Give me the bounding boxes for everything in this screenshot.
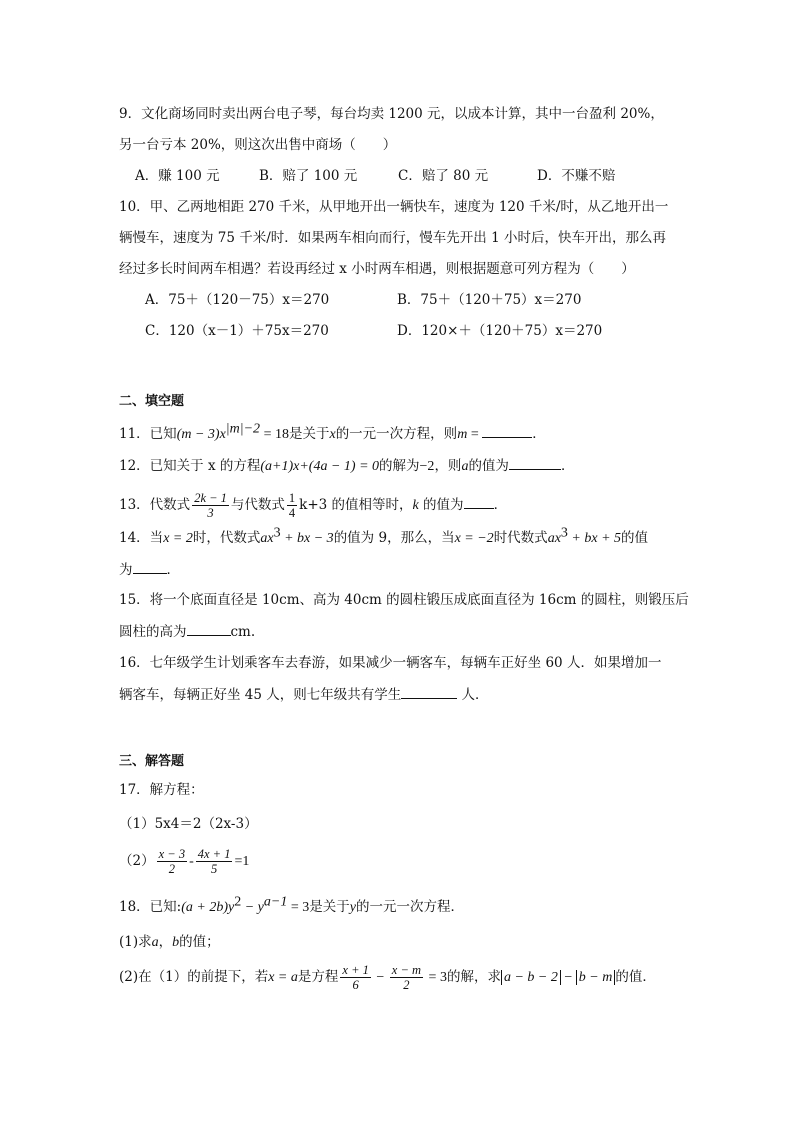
q12-answer-blank[interactable] (509, 455, 561, 470)
q9-option-d: D．不赚不赔 (537, 168, 616, 184)
q10-line2: 辆慢车，速度为 75 千米/时．如果两车相向而行，慢车先开出 1 小时后，快车开出，那么再 (119, 230, 666, 246)
q12: 12．已知关于 x 的方程(a+1)x+(4a − 1) = 0的解为−2，则a的值为 ． (119, 455, 574, 477)
q15-line1: 15．将一个底面直径是 10cm、高为 40cm 的圆柱锻压成底面直径为 16cm 的圆柱，则锻压后 (119, 592, 689, 608)
q9-line2: 另一台亏本 20%，则这次出售中商场（ ） (119, 137, 397, 153)
q14-line2: 为 ． (119, 559, 180, 580)
q10-line1: 10．甲、乙两地相距 270 千米，从甲地开出一辆快车，速度为 120 千米/时，从乙地开出一 (119, 199, 669, 215)
q13-fraction-2: $\frac{1}{4}$ (288, 491, 296, 520)
q18-part2: (2)在（1）的前提下，若x = a是方程 $\frac{x + 1}{6}$ − $\frac{x - m}{2}$ = 3的解，求 a − b − 2 − b − m 的值． (119, 963, 656, 992)
q17-title: 17．解方程： (119, 782, 204, 798)
q17-fraction-1: $\frac{x - 3}{2}$ (158, 847, 186, 876)
q9-option-a: A．赚 100 元 (135, 168, 220, 184)
q10-option-b: B．75＋（120＋75）x＝270 (397, 292, 582, 308)
q17-part2: （2） $\frac{x - 3}{2}$ - $\frac{4x + 1}{5}$ =1 (119, 847, 250, 876)
q16-answer-blank[interactable] (401, 684, 457, 699)
q18-fraction-2: $\frac{x - m}{2}$ (391, 963, 422, 992)
q17-part1: （1）5x4＝2（2x-3） (119, 816, 258, 832)
q13-answer-blank[interactable] (464, 494, 494, 509)
q9-option-c: C．赔了 80 元 (398, 168, 489, 184)
q10-option-a: A．75＋（120－75）x＝270 (145, 292, 330, 308)
q10-option-d: D．120×＋（120＋75）x＝270 (397, 323, 603, 339)
q17-fraction-2: $\frac{4x + 1}{5}$ (197, 847, 231, 876)
q14-answer-blank[interactable] (133, 559, 167, 574)
q11: 11．已知$(m - 3)x^{|m|-2} = 18$是关于x的一元一次方程，则m = ． (119, 421, 546, 442)
q9-line1: 9．文化商场同时卖出两台电子琴，每台均卖 1200 元，以成本计算，其中一台盈利 20%， (119, 106, 664, 122)
q10-option-c: C．120（x－1）＋75x＝270 (145, 323, 329, 339)
q9-option-b: B．赔了 100 元 (259, 168, 358, 184)
q18-part1: (1)求a，b的值； (119, 934, 220, 950)
q11-answer-blank[interactable] (482, 423, 532, 438)
q15-line2: 圆柱的高为 cm. (119, 621, 255, 642)
q15-answer-blank[interactable] (187, 621, 231, 636)
q18-fraction-1: $\frac{x + 1}{6}$ (342, 963, 369, 992)
q18-stem: 18．已知:(a + $2b)y^2 - y^{a-1} = 3$是关于y的一元一次方程． (119, 894, 464, 915)
section-fill-in-title: 二、填空题 (119, 394, 185, 409)
q10-line3: 经过多长时间两车相遇？若设再经过 x 小时两车相遇，则根据题意可列方程为（ ） (119, 261, 635, 277)
q13-fraction-1: $\frac{2k - 1}{3}$ (194, 491, 227, 520)
q13: 13．代数式 $\frac{2k - 1}{3}$ 与代数式 $\frac{1}{4}$ k+3 的值相等时，k 的值为 ． (119, 491, 508, 520)
q16-line2: 辆客车，每辆正好坐 45 人，则七年级共有学生 人． (119, 684, 489, 705)
section-solve-title: 三、解答题 (119, 754, 185, 769)
q14-line1: 14．当x = 2时，代数式$ax^3$ + bx − 3的值为 9，那么，当x = −2时代数式$ax^3$ + bx + 5的值 (119, 525, 649, 546)
q16-line1: 16．七年级学生计划乘客车去春游，如果减少一辆客车，每辆车正好坐 60 人．如果增加一 (119, 655, 662, 671)
